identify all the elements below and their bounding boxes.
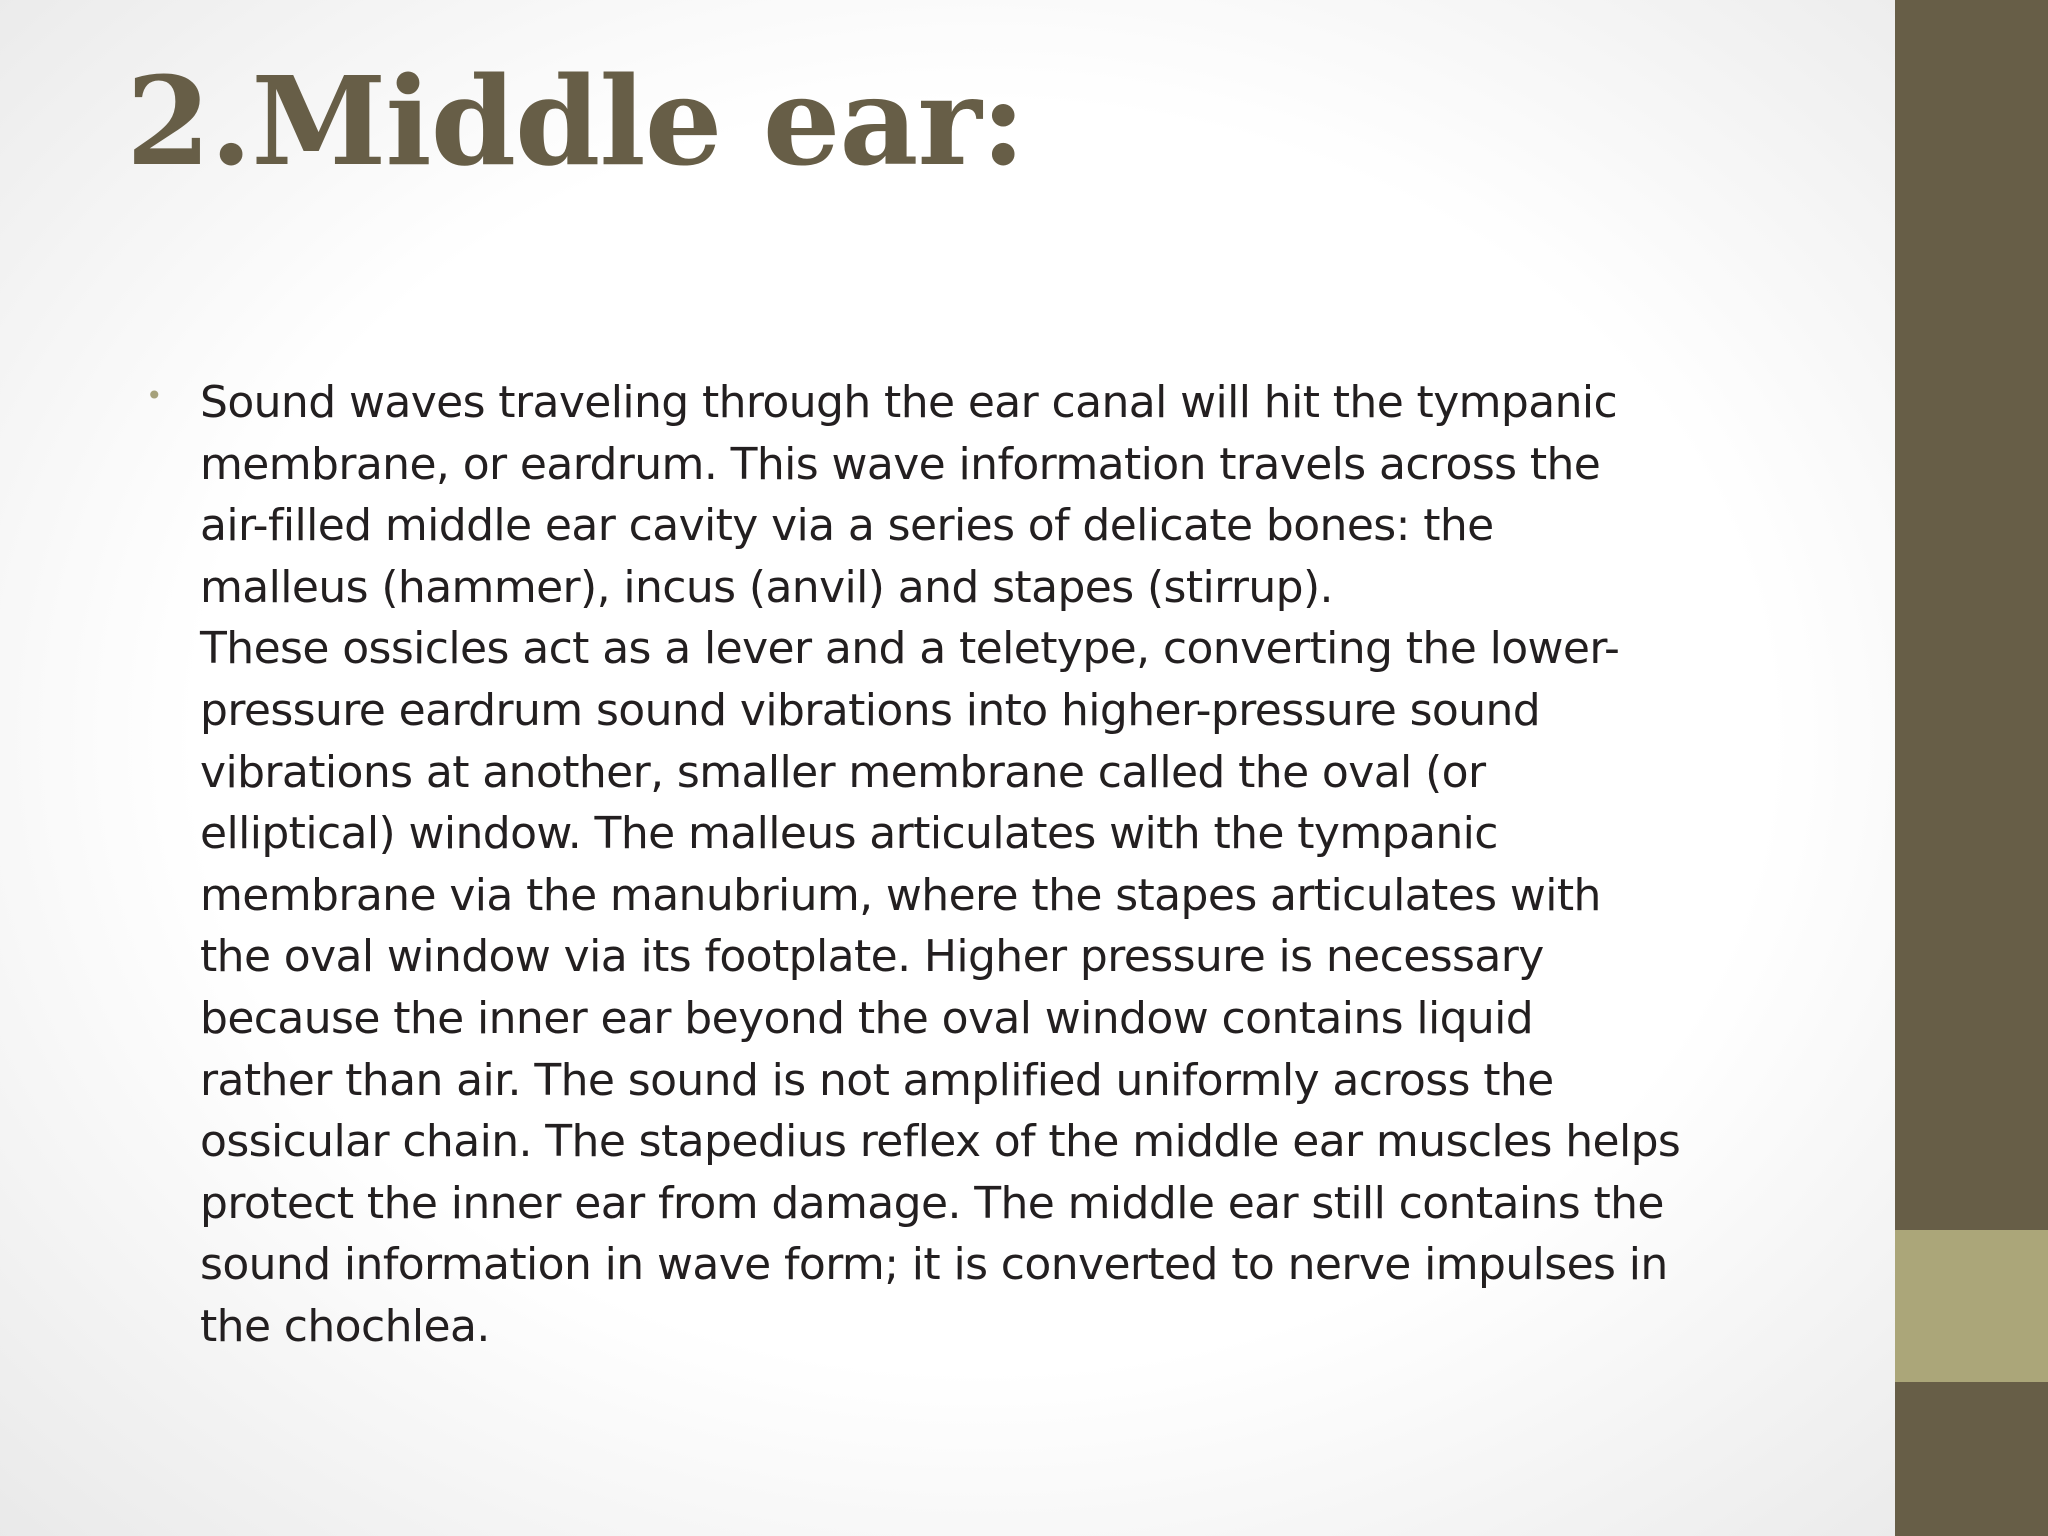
side-accent-block bbox=[1895, 1230, 2048, 1382]
bullet-dot-icon: • bbox=[146, 379, 163, 412]
body-line: the chochlea. bbox=[200, 1300, 490, 1352]
body-line: membrane, or eardrum. This wave information travels across the bbox=[200, 438, 1601, 490]
body-line: the oval window via its footplate. Higher pressure is necessary bbox=[200, 931, 1544, 983]
bullet-item bbox=[146, 372, 1806, 1358]
body-line: membrane via the manubrium, where the stapes articulates with bbox=[200, 869, 1601, 921]
body-line: because the inner ear beyond the oval window contains liquid bbox=[200, 992, 1534, 1044]
body-line: ossicular chain. The stapedius reflex of the middle ear muscles helps bbox=[200, 1116, 1681, 1168]
body-line: protect the inner ear from damage. The middle ear still contains the bbox=[200, 1177, 1664, 1229]
body-line: air-filled middle ear cavity via a series of delicate bones: the bbox=[200, 500, 1494, 552]
slide-body bbox=[146, 372, 1806, 1358]
body-line: malleus (hammer), incus (anvil) and stapes (stirrup). bbox=[200, 561, 1333, 613]
body-line: Sound waves traveling through the ear canal will hit the tympanic bbox=[200, 377, 1618, 428]
body-line: rather than air. The sound is not amplified uniformly across the bbox=[200, 1054, 1554, 1106]
body-line: These ossicles act as a lever and a teletype, converting the lower- bbox=[200, 623, 1620, 675]
body-line: sound information in wave form; it is converted to nerve impulses in bbox=[200, 1239, 1668, 1291]
slide-title: 2.Middle ear: bbox=[126, 49, 1025, 193]
body-line: vibrations at another, smaller membrane called the oval (or bbox=[200, 746, 1486, 798]
body-line: pressure eardrum sound vibrations into higher-pressure sound bbox=[200, 684, 1541, 736]
bullet-text bbox=[200, 372, 1806, 1358]
body-line: elliptical) window. The malleus articulates with the tympanic bbox=[200, 808, 1498, 860]
